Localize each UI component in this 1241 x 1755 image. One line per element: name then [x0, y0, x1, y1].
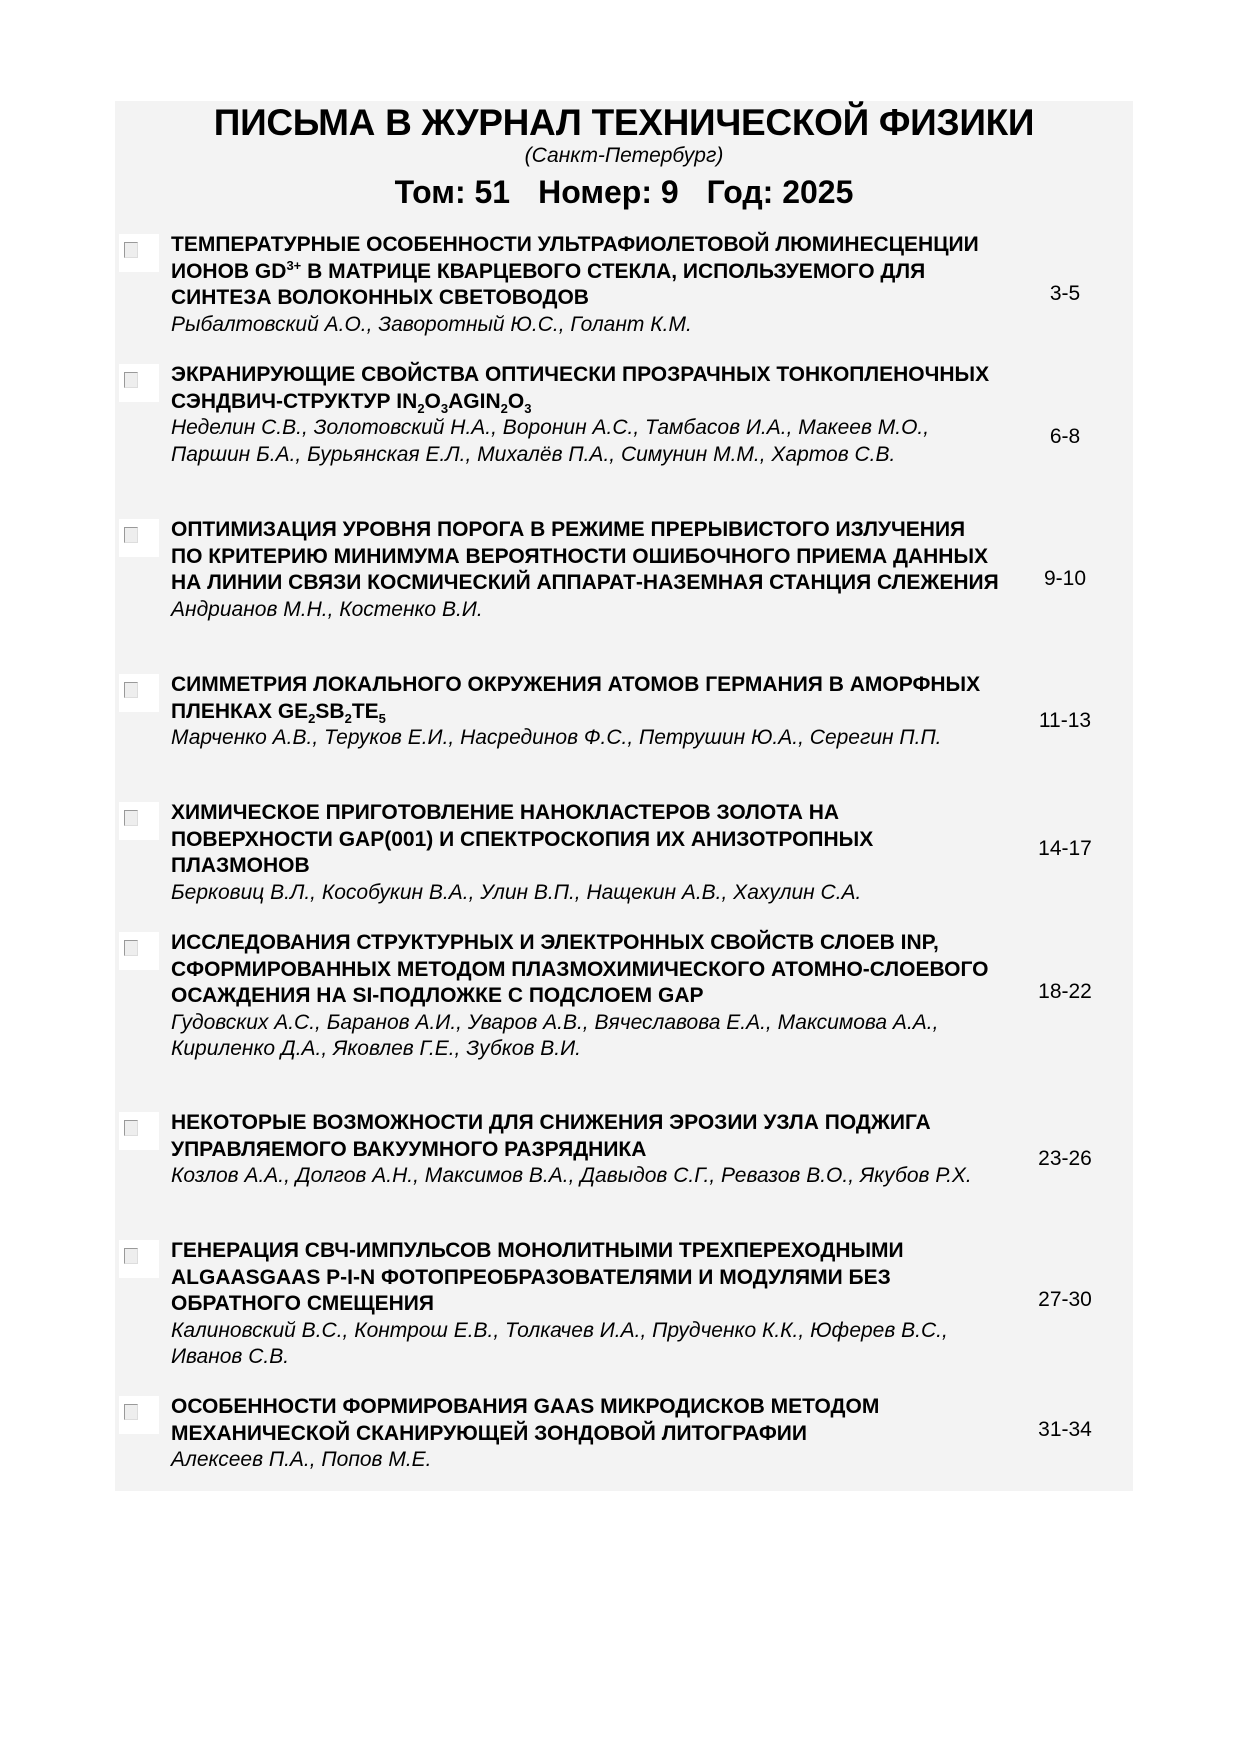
- article-pages: 11-13: [1038, 709, 1092, 732]
- checkbox-icon: [124, 682, 138, 698]
- article-authors: Неделин С.В., Золотовский Н.А., Воронин А.С., Тамбасов И.А., Макеев М.О., Паршин Б.А., Бурьянская Е.Л., Михалёв П.А., Симунин М.М., Хартов С.В.: [171, 416, 930, 466]
- article-checkbox[interactable]: [119, 1240, 159, 1278]
- article-checkbox[interactable]: [119, 1112, 159, 1150]
- checkbox-icon: [124, 810, 138, 826]
- article-pages: 27-30: [1038, 1288, 1092, 1311]
- article-checkbox[interactable]: [119, 1396, 159, 1434]
- title-text: СИММЕТРИЯ ЛОКАЛЬНОГО ОКРУЖЕНИЯ АТОМОВ ГЕРМАНИЯ В АМОРФНЫХ ПЛЕНКАХ GE: [171, 673, 981, 723]
- article-pages: 18-22: [1038, 980, 1092, 1003]
- title-text: O: [424, 389, 441, 413]
- journal-title: ПИСЬМА В ЖУРНАЛ ТЕХНИЧЕСКОЙ ФИЗИКИ: [213, 102, 1035, 143]
- checkbox-icon: [124, 1404, 138, 1420]
- article-authors: Рыбалтовский А.О., Заворотный Ю.С., Голант К.М.: [171, 312, 692, 336]
- article-pages: 31-34: [1038, 1418, 1092, 1441]
- title-text: В МАТРИЦЕ КВАРЦЕВОГО СТЕКЛА, ИСПОЛЬЗУЕМОГО ДЛЯ СИНТЕЗА ВОЛОКОННЫХ СВЕТОВОДОВ: [171, 259, 926, 309]
- article-title[interactable]: [171, 232, 1001, 312]
- article-pages: 6-8: [1049, 425, 1081, 448]
- checkbox-icon: [124, 1120, 138, 1136]
- article-checkbox[interactable]: [119, 932, 159, 970]
- title-text: O: [507, 389, 525, 413]
- article-authors: Берковиц В.Л., Кособукин В.А., Улин В.П., Нащекин А.В., Хахулин С.А.: [171, 880, 862, 904]
- issue-info: [115, 174, 1133, 211]
- article-authors: Калиновский В.С., Контрош Е.В., Толкачев И.А., Прудченко К.К., Юферев В.С., Иванов С.В.: [171, 1318, 948, 1368]
- article-title[interactable]: [171, 1238, 1001, 1318]
- title-text: ХИМИЧЕСКОЕ ПРИГОТОВЛЕНИЕ НАНОКЛАСТЕРОВ ЗОЛОТА НА ПОВЕРХНОСТИ GAP(001) И СПЕКТРОСКОПИЯ ИХ АНИЗОТРОПНЫХ ПЛАЗМОНОВ: [171, 801, 874, 877]
- title-text: ГЕНЕРАЦИЯ СВЧ-ИМПУЛЬСОВ МОНОЛИТНЫМИ ТРЕХПЕРЕХОДНЫМИ ALGAASGAAS P-I-N ФОТОПРЕОБРАЗОВАТЕЛЯМИ И МОДУЛЯМИ БЕЗ ОБРАТНОГО СМЕЩЕНИЯ: [171, 1239, 904, 1315]
- article-pages: 3-5: [1049, 282, 1081, 305]
- title-text: ОСОБЕННОСТИ ФОРМИРОВАНИЯ GAAS МИКРОДИСКОВ МЕТОДОМ МЕХАНИЧЕСКОЙ СКАНИРУЮЩЕЙ ЗОНДОВОЙ ЛИТОГРАФИИ: [171, 1395, 880, 1445]
- article-pages: 23-26: [1038, 1147, 1092, 1170]
- title-text: ЭКРАНИРУЮЩИЕ СВОЙСТВА ОПТИЧЕСКИ ПРОЗРАЧНЫХ ТОНКОПЛЕНОЧНЫХ СЭНДВИЧ-СТРУКТУР IN: [171, 363, 990, 413]
- title-text: AGIN: [448, 389, 501, 413]
- article-authors: Козлов А.А., Долгов А.Н., Максимов В.А., Давыдов С.Г., Ревазов В.О., Якубов Р.Х.: [171, 1164, 972, 1187]
- article-checkbox[interactable]: [119, 519, 159, 557]
- article-checkbox[interactable]: [119, 802, 159, 840]
- article-title[interactable]: [171, 672, 1001, 725]
- article-authors: Марченко А.В., Теруков Е.И., Насрединов Ф.С., Петрушин Ю.А., Серегин П.П.: [171, 726, 942, 749]
- title-text: ТЕМПЕРАТУРНЫЕ ОСОБЕННОСТИ УЛЬТРАФИОЛЕТОВОЙ ЛЮМИНЕСЦЕНЦИИ ИОНОВ GD: [171, 233, 979, 283]
- checkbox-icon: [124, 372, 138, 388]
- article-checkbox[interactable]: [119, 234, 159, 272]
- article-title[interactable]: [171, 1394, 1001, 1447]
- title-subscript: 3: [524, 400, 532, 416]
- title-text: НЕКОТОРЫЕ ВОЗМОЖНОСТИ ДЛЯ СНИЖЕНИЯ ЭРОЗИИ УЗЛА ПОДЖИГА УПРАВЛЯЕМОГО ВАКУУМНОГО РАЗРЯДНИКА: [171, 1111, 931, 1161]
- article-title[interactable]: [171, 517, 1001, 597]
- article-pages: 9-10: [1043, 567, 1087, 590]
- journal-city: (Санкт-Петербург): [524, 144, 724, 167]
- checkbox-icon: [124, 1248, 138, 1264]
- title-superscript: 3+: [286, 257, 302, 273]
- year: Год: 2025: [706, 174, 854, 210]
- volume: Том: 51: [394, 174, 511, 210]
- article-pages: 14-17: [1038, 837, 1092, 860]
- title-subscript: 2: [344, 710, 352, 726]
- article-title[interactable]: [171, 362, 1001, 415]
- title-subscript: 5: [378, 710, 386, 726]
- title-subscript: 2: [308, 710, 316, 726]
- issue-number: Номер: 9: [538, 174, 679, 210]
- title-text: TE: [351, 699, 379, 723]
- article-authors: Гудовских А.С., Баранов А.И., Уваров А.В., Вячеславова Е.А., Максимова А.А., Кириленко Д.А., Яковлев Г.Е., Зубков В.И.: [171, 1010, 939, 1060]
- title-subscript: 2: [500, 400, 508, 416]
- article-title[interactable]: [171, 930, 1001, 1010]
- checkbox-icon: [124, 527, 138, 543]
- article-authors: Алексеев П.А., Попов М.Е.: [171, 1448, 432, 1471]
- article-checkbox[interactable]: [119, 364, 159, 402]
- title-text: ИССЛЕДОВАНИЯ СТРУКТУРНЫХ И ЭЛЕКТРОННЫХ СВОЙСТВ СЛОЕВ INP, СФОРМИРОВАННЫХ МЕТОДОМ ПЛАЗМОХИМИЧЕСКОГО АТОМНО-СЛОЕВОГО ОСАЖДЕНИЯ НА SI-ПОДЛОЖКЕ С ПОДСЛОЕМ GAP: [171, 931, 989, 1007]
- article-title[interactable]: [171, 1110, 1001, 1163]
- title-text: ОПТИМИЗАЦИЯ УРОВНЯ ПОРОГА В РЕЖИМЕ ПРЕРЫВИСТОГО ИЗЛУЧЕНИЯ ПО КРИТЕРИЮ МИНИМУМА ВЕРОЯТНОСТИ ОШИБОЧНОГО ПРИЕМА ДАННЫХ НА ЛИНИИ СВЯЗИ КОСМИЧЕСКИЙ АППАРАТ-НАЗЕМНАЯ СТАНЦИЯ СЛЕЖЕНИЯ: [171, 518, 999, 594]
- article-authors: Андрианов М.Н., Костенко В.И.: [171, 597, 483, 621]
- checkbox-icon: [124, 242, 138, 258]
- title-subscript: 2: [417, 400, 425, 416]
- title-subscript: 3: [440, 400, 449, 416]
- checkbox-icon: [124, 940, 138, 956]
- article-title[interactable]: [171, 800, 1001, 880]
- article-checkbox[interactable]: [119, 674, 159, 712]
- title-text: SB: [315, 699, 345, 723]
